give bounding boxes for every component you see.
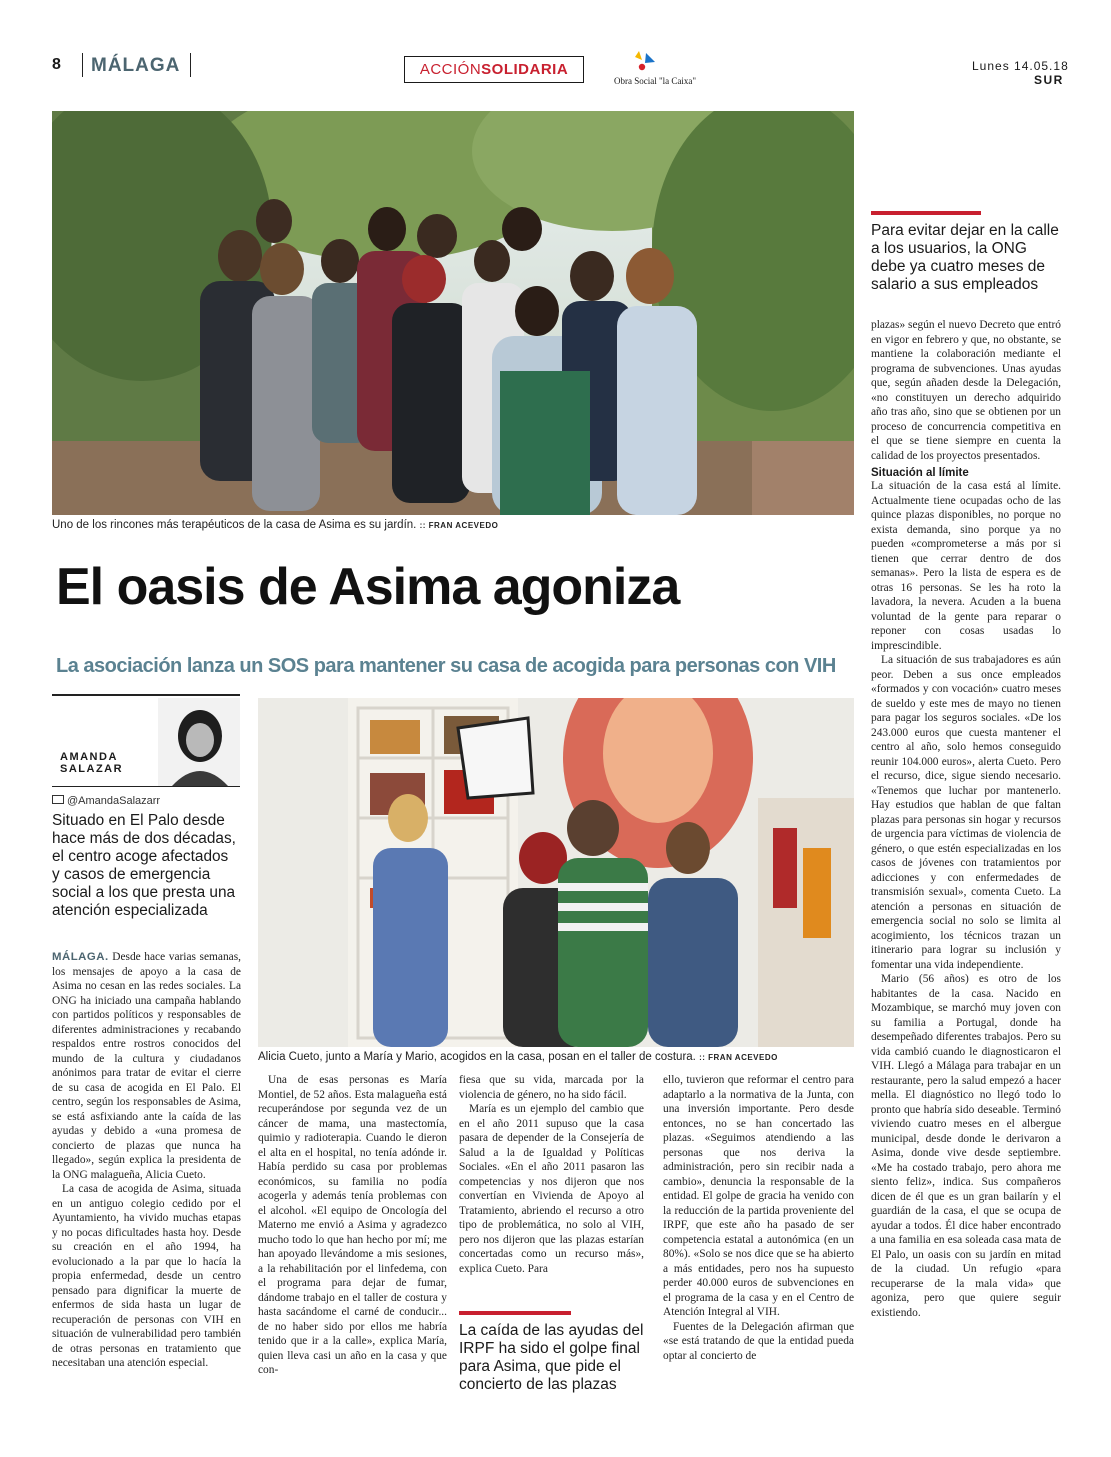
- author-top-rule: [52, 694, 240, 696]
- body-column-3: [459, 1073, 644, 1276]
- section-divider: [82, 53, 83, 77]
- second-photo-caption-text: Alicia Cueto, junto a María y Mario, acogidos en la casa, posan en el taller de costura.: [258, 1051, 696, 1063]
- garden-group-photo: [52, 111, 854, 515]
- author-name: [60, 751, 123, 775]
- supplement-label-a: ACCIÓN: [419, 61, 482, 78]
- paragraph: Mario (56 años) es otro de los habitantes de la casa. Nacido en Mozambique, se marchó muy joven con su familia a Portugal, donde ha desempeñado diferentes trabajos. Pero su vida cambió cuando le diagnosticaron el VIH. Llegó a Málaga para trabajar en un restaurante, pero la salud empezó a hacer mella. El diagnóstico no llegó todo lo pronto que habría sido deseable. Terminó viviendo cuatro meses en el albergue municipal, desde donde le derivaron a Asima, donde vive desde septiembre. «Me ha costado trabajo, pero ahora me siento feliz», indica. Sus compañeros dicen de él que es un gran bailarín y el guardián de la casa, el que se ocupa de ayudar a todos. Él dice haber encontrado a una familia en esa soleada casa mata de El Palo, un oasis con su jardín en mitad de la ciudad. Un refugio «para recuperarse de la mala vida» que agoniza, pero que quiere seguir existiendo.: [871, 973, 1061, 1319]
- paragraph: [52, 950, 241, 1182]
- paragraph: plazas» según el nuevo Decreto que entró en vigor en febrero y que, no obstante, se mantiene la colaboración mediante el programa de subvenciones. Unas ayudas que, según añaden desde la Delegación, «no constituyen un derecho adquirido año tras año, sino que se obtienen por un proceso de concurrencia competitiva en el que se tiene siempre en cuenta la calidad de los proyectos presentados.: [871, 319, 1061, 462]
- paragraph: fiesa que su vida, marcada por la violencia de género, no ha sido fácil.: [459, 1074, 644, 1101]
- section-divider: [190, 53, 191, 77]
- sewing-workshop-photo: [258, 698, 854, 1047]
- body-column-2: [258, 1073, 447, 1378]
- paragraph: La situación de la casa está al límite. Actualmente tiene ocupadas ocho de las quince plazas disponibles, no porque no exista demanda, sino porque ya no pueden «comprometerse a más por si tienen que cerrar dentro de dos semanas». Pero la lista de espera es de otras 16 personas. Se les ha roto la lavadora, la nevera. Acuden a la buena voluntad de la gente para reparar o reponer con cosas usadas lo imprescindible.: [871, 480, 1061, 652]
- author-last-name: SALAZAR: [60, 763, 124, 775]
- paragraph: Fuentes de la Delegación afirman que «se está tratando de que la entidad pueda optar al concierto de: [663, 1320, 854, 1362]
- paragraph: Una de esas personas es María Montiel, de 52 años. Esta malagueña está recuperándose por segunda vez de un cáncer de mama, una mastectomía, quimio y radioterapia. Cuando le dieron el alta en el hospital, no tenía adónde ir. Había perdido su casa por problemas económicos, su familia no podía acogerla y además tenía problemas con el alcohol. «El equipo de Oncología del Materno me envió a Asima y agradezco mucho todo lo que han hecho por mí; me han apoyado llevándome a mis sesiones, a la rehabilitación por el linfedema, con el programa para dejar de fumar, dándome trabajo en el taller de costura y hasta sacándome el carné de conducir... de no haber sido por ellos me habría tenido que ir a la calle», explica María, quien lleva casi un año en la casa y que con-: [258, 1074, 447, 1376]
- paragraph: ello, tuvieron que reformar el centro para adaptarlo a la normativa de la Junta, con una inversión importante. Pero desde entonces, no se han concertado las plazas. «Seguimos atendiendo a las personas que nos deriva la administración, pero sin recibir nada a cambio», denuncia la responsable de la entidad. El golpe de gracia ha venido con la reducción de la partida proveniente del IRPF, que este año ha pasado de ser competencia estatal a autonómica (en un 80%). «Solo se nos dice que se ha abierto a más entidades, pero nos ha supuesto perder 40.000 euros de subvenciones en el programa de la casa y en el Centro de Atención Integral al VIH.: [663, 1074, 854, 1318]
- top-photo-caption-text: Uno de los rincones más terapéuticos de la casa de Asima es su jardín.: [52, 519, 417, 531]
- pullquote-bottom: La caída de las ayudas del IRPF ha sido el golpe final para Asima, que pide el concierto de las plazas: [459, 1322, 644, 1393]
- envelope-icon: [52, 795, 64, 804]
- supplement-label-b: SOLIDARIA: [481, 61, 569, 78]
- paragraph-text: Desde hace varias semanas, los mensajes de apoyo a la casa de Asima no cesan en las redes sociales. La ONG ha iniciado una campaña hablando con partidos políticos y responsables de diferentes administraciones y recabando respaldos entre rostros conocidos del mundo de la cultura y ciudadanos anónimos para tratar de evitar el cierre de su casa de acogida en El Palo. El centro, según los responsables de Asima, se está asfixiando ante la caída de las ayudas y debido a «una promesa de concierto de plazas que nunca ha llegado», según explica la presidenta de la ONG malagueña, Alicia Cueto.: [52, 951, 241, 1181]
- paragraph: La situación de sus trabajadores es aún peor. Deben a sus once empleados «formados y con vocación» cuatro meses de sueldo y este mes de mayo no tienen para pagar los seguros sociales. «De los 243.000 euros que cuesta mantener el centro al año, solo hemos conseguido reunir 104.000 euros», alerta Cueto. Pero el recurso, dice, sigue siendo necesario. «Tenemos que luchar por mantenerlo. Hay estudios que hablan de que faltan plazas para personas sin hogar y recursos de urgencia para víctimas de violencia de género, o que estén especializadas en los casos de jóvenes con tratamientos por adicciones y con enfermedades de transmisión sexual», comenta Cueto. La atención a personas en situación de emergencia social no solo se limita al acogimiento, los técnicos trazan un itinerario para lograr su inclusión y fomentar una vida independiente.: [871, 654, 1061, 971]
- author-handle: @AmandaSalazarr: [67, 795, 161, 807]
- top-photo-credit: :: FRAN ACEVEDO: [419, 521, 499, 530]
- pullquote-right: Para evitar dejar en la calle a los usuarios, la ONG debe ya cuatro meses de salario a sus empleados: [871, 222, 1059, 293]
- author-first-name: AMANDA: [60, 751, 118, 763]
- headline: El oasis de Asima agoniza: [56, 558, 680, 616]
- second-photo-credit: :: FRAN ACEVEDO: [699, 1053, 778, 1062]
- la-caixa-star-logo: [633, 49, 661, 73]
- pullquote-bottom-rule: [459, 1311, 571, 1315]
- sponsor-name: Obra Social "la Caixa": [613, 76, 697, 86]
- pullquote-right-rule: [871, 211, 981, 215]
- subheadline: La asociación lanza un SOS para mantener su casa de acogida para personas con VIH: [56, 655, 836, 677]
- second-photo-caption: [258, 1051, 778, 1063]
- author-portrait: [158, 698, 240, 786]
- top-photo-caption: [52, 519, 498, 531]
- paragraph: María es un ejemplo del cambio que en el año 2011 supuso que la casa pasara de depender de la Consejería de Salud a la de Igualdad y Políticas Sociales. «En el año 2011 pasaron las competencias y nos dijeron que nos convertían en Vivienda de Apoyo al Tratamiento, abriendo el recurso a otro tipo de problemática, no solo al VIH, pero nos dijeron que las plazas estarían concertadas como un recurso más», explica Cueto. Para: [459, 1103, 644, 1275]
- deck: Situado en El Palo desde hace más de dos décadas, el centro acoge afectados y casos de emergencia social a los que presta una atención especializada: [52, 812, 236, 919]
- author-handle-line: [52, 795, 160, 807]
- body-column-4: [663, 1073, 854, 1363]
- subheading: Situación al límite: [871, 467, 969, 479]
- body-column-1: [52, 950, 241, 1371]
- body-column-5: [871, 318, 1061, 1320]
- page-number: 8: [52, 56, 61, 73]
- newspaper-name: SUR: [1034, 73, 1064, 87]
- dateline: MÁLAGA.: [52, 951, 109, 963]
- section-name: MÁLAGA: [91, 55, 181, 76]
- author-bottom-rule: [52, 786, 240, 787]
- paragraph: La casa de acogida de Asima, situada en un antiguo colegio cedido por el Ayuntamiento, ha vivido muchas etapas y no pocas dificultades hasta hoy. Desde su creación en el año 1994, ha evolucionado a la par que lo hacía la propia enfermedad, desde un centro pensado para dignificar la muerte de enfermos de sida hasta un lugar de recuperación de personas con VIH en situación de vulnerabilidad pero también de otras personas en tratamiento que necesitaban una atención especial.: [52, 1183, 241, 1369]
- issue-date: Lunes 14.05.18: [972, 59, 1069, 73]
- supplement-label: [404, 56, 584, 83]
